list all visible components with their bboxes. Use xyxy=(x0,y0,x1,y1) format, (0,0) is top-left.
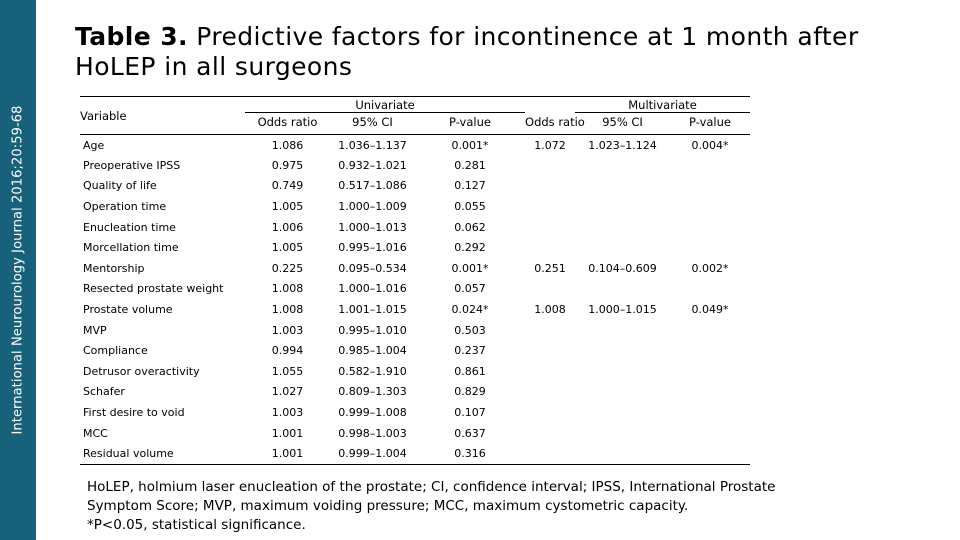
univariate-or-cell: 1.005 xyxy=(271,241,304,255)
table-footnote xyxy=(87,478,947,535)
univariate-p-cell: 0.316 xyxy=(454,446,486,460)
univariate-p-cell: 0.055 xyxy=(454,200,486,214)
table-row xyxy=(80,237,750,258)
univariate-p-cell: 0.001* xyxy=(451,261,489,275)
multivariate-or-cell xyxy=(525,320,575,341)
multivariate-or-cell xyxy=(525,443,575,464)
table-row xyxy=(80,279,750,300)
multivariate-p-cell xyxy=(670,443,750,464)
multivariate-ci-cell: 1.000–1.015 xyxy=(588,303,657,317)
univariate-p-cell: 0.861 xyxy=(454,364,486,378)
univariate-p-cell: 0.829 xyxy=(454,385,486,399)
multivariate-or-cell xyxy=(525,279,575,300)
variable-cell: Quality of life xyxy=(83,179,157,193)
multivariate-or-cell: 1.008 xyxy=(534,303,566,317)
multivariate-ci-cell xyxy=(575,279,670,300)
table-row xyxy=(80,423,750,444)
univariate-ci-cell: 0.999–1.008 xyxy=(338,406,407,420)
table-row xyxy=(80,176,750,197)
multivariate-p-cell xyxy=(670,320,750,341)
slide-title xyxy=(75,22,935,82)
univariate-p-header: P-value xyxy=(449,115,491,129)
multivariate-ci-cell xyxy=(575,176,670,197)
multivariate-or-cell xyxy=(525,402,575,423)
multivariate-p-cell: 0.049* xyxy=(691,303,729,317)
univariate-ci-cell: 0.995–1.010 xyxy=(338,323,407,337)
univariate-p-cell: 0.024* xyxy=(451,303,489,317)
multivariate-p-header: P-value xyxy=(689,115,731,129)
table-row xyxy=(80,382,750,403)
multivariate-ci-cell xyxy=(575,217,670,238)
multivariate-ci-cell xyxy=(575,361,670,382)
univariate-p-cell: 0.127 xyxy=(454,179,486,193)
table-row xyxy=(80,340,750,361)
multivariate-ci-cell xyxy=(575,443,670,464)
multivariate-or-cell xyxy=(525,176,575,197)
multivariate-p-cell xyxy=(670,361,750,382)
univariate-or-cell: 1.003 xyxy=(271,323,304,337)
variable-cell: Compliance xyxy=(83,344,148,358)
univariate-or-header: Odds ratio xyxy=(257,115,318,129)
univariate-ci-cell: 0.998–1.003 xyxy=(338,426,407,440)
predictive-factors-table xyxy=(80,96,750,465)
univariate-ci-cell: 1.000–1.009 xyxy=(338,200,407,214)
multivariate-p-cell xyxy=(670,340,750,361)
multivariate-ci-cell xyxy=(575,423,670,444)
univariate-ci-cell: 0.809–1.303 xyxy=(338,385,407,399)
multivariate-p-cell xyxy=(670,176,750,197)
variable-cell: Operation time xyxy=(83,200,167,214)
table-header-group-row xyxy=(80,97,750,113)
univariate-or-cell: 0.975 xyxy=(271,158,304,172)
univariate-or-cell: 0.749 xyxy=(271,179,304,193)
univariate-p-cell: 0.057 xyxy=(454,282,486,296)
multivariate-ci-cell xyxy=(575,382,670,403)
univariate-ci-cell: 0.932–1.021 xyxy=(338,158,407,172)
univariate-ci-cell: 1.000–1.013 xyxy=(338,220,407,234)
header-spacer xyxy=(525,97,575,113)
variable-cell: Mentorship xyxy=(83,261,145,275)
multivariate-p-cell: 0.004* xyxy=(691,138,729,152)
journal-sidebar xyxy=(0,0,36,540)
table-row xyxy=(80,299,750,320)
variable-cell: MVP xyxy=(83,323,107,337)
variable-cell: Residual volume xyxy=(83,446,174,460)
multivariate-ci-cell xyxy=(575,196,670,217)
variable-cell: Preoperative IPSS xyxy=(83,158,181,172)
univariate-or-cell: 1.086 xyxy=(271,138,304,152)
univariate-or-cell: 1.001 xyxy=(271,426,304,440)
multivariate-or-cell: 1.072 xyxy=(534,138,566,152)
univariate-p-cell: 0.292 xyxy=(454,241,486,255)
multivariate-ci-cell xyxy=(575,320,670,341)
variable-cell: Detrusor overactivity xyxy=(83,364,200,378)
multivariate-or-cell xyxy=(525,196,575,217)
univariate-or-cell: 1.008 xyxy=(271,303,304,317)
univariate-p-cell: 0.637 xyxy=(454,426,486,440)
variable-cell: Morcellation time xyxy=(83,241,179,255)
univariate-p-cell: 0.062 xyxy=(454,220,486,234)
univariate-p-cell: 0.001* xyxy=(451,138,489,152)
univariate-or-cell: 0.994 xyxy=(271,344,304,358)
multivariate-ci-cell xyxy=(575,340,670,361)
multivariate-or-cell: 0.251 xyxy=(534,261,566,275)
multivariate-p-cell xyxy=(670,217,750,238)
table-row xyxy=(80,196,750,217)
table-row xyxy=(80,320,750,341)
footnote-line: *P<0.05, statistical significance. xyxy=(87,517,306,533)
univariate-or-cell: 1.003 xyxy=(271,406,304,420)
multivariate-ci-cell xyxy=(575,237,670,258)
multivariate-header: Multivariate xyxy=(575,97,750,113)
variable-cell: Resected prostate weight xyxy=(83,282,224,296)
univariate-ci-header: 95% CI xyxy=(352,115,393,129)
variable-cell: Age xyxy=(83,138,105,152)
univariate-p-cell: 0.281 xyxy=(454,158,486,172)
univariate-or-cell: 1.006 xyxy=(271,220,304,234)
table-row xyxy=(80,443,750,464)
univariate-ci-cell: 0.995–1.016 xyxy=(338,241,407,255)
univariate-ci-cell: 1.000–1.016 xyxy=(338,282,407,296)
univariate-p-cell: 0.503 xyxy=(454,323,486,337)
univariate-or-cell: 1.001 xyxy=(271,446,304,460)
multivariate-ci-cell: 0.104–0.609 xyxy=(588,261,657,275)
table-row xyxy=(80,258,750,279)
univariate-ci-cell: 0.999–1.004 xyxy=(338,446,407,460)
table-row xyxy=(80,402,750,423)
variable-cell: First desire to void xyxy=(83,406,185,420)
table-caption: Predictive factors for incontinence at 1 month after HoLEP in all surgeons xyxy=(75,22,859,81)
univariate-p-cell: 0.107 xyxy=(454,406,486,420)
multivariate-p-cell: 0.002* xyxy=(691,261,729,275)
multivariate-p-cell xyxy=(670,402,750,423)
univariate-or-cell: 1.027 xyxy=(271,385,304,399)
multivariate-or-cell xyxy=(525,155,575,176)
multivariate-or-header: Odds ratio xyxy=(525,114,585,129)
multivariate-or-cell xyxy=(525,382,575,403)
variable-cell: Schafer xyxy=(83,385,125,399)
variable-column-header: Variable xyxy=(80,108,127,123)
multivariate-p-cell xyxy=(670,382,750,403)
table-label: Table 3. xyxy=(75,22,188,51)
multivariate-ci-header: 95% CI xyxy=(602,115,643,129)
multivariate-or-cell xyxy=(525,340,575,361)
multivariate-or-cell xyxy=(525,361,575,382)
univariate-or-cell: 1.055 xyxy=(271,364,304,378)
journal-citation: International Neurourology Journal 2016;20:59-68 xyxy=(10,105,26,435)
multivariate-p-cell xyxy=(670,423,750,444)
table-body xyxy=(80,135,750,465)
table-row xyxy=(80,155,750,176)
univariate-ci-cell: 0.095–0.534 xyxy=(338,261,407,275)
univariate-ci-cell: 0.985–1.004 xyxy=(338,344,407,358)
table-row xyxy=(80,135,750,156)
variable-cell: Enucleation time xyxy=(83,220,176,234)
univariate-or-cell: 0.225 xyxy=(271,261,304,275)
footnote-line: HoLEP, holmium laser enucleation of the prostate; CI, confidence interval; IPSS, International Prostate xyxy=(87,479,776,495)
univariate-ci-cell: 1.036–1.137 xyxy=(338,138,407,152)
multivariate-or-cell xyxy=(525,237,575,258)
univariate-ci-cell: 1.001–1.015 xyxy=(338,303,407,317)
variable-cell: MCC xyxy=(83,426,108,440)
univariate-p-cell: 0.237 xyxy=(454,344,486,358)
univariate-ci-cell: 0.582–1.910 xyxy=(338,364,407,378)
multivariate-or-cell xyxy=(525,217,575,238)
multivariate-ci-cell xyxy=(575,402,670,423)
multivariate-p-cell xyxy=(670,155,750,176)
univariate-or-cell: 1.008 xyxy=(271,282,304,296)
univariate-header: Univariate xyxy=(245,97,525,113)
multivariate-or-cell xyxy=(525,423,575,444)
univariate-or-cell: 1.005 xyxy=(271,200,304,214)
footnote-line: Symptom Score; MVP, maximum voiding pressure; MCC, maximum cystometric capacity. xyxy=(87,498,689,514)
multivariate-p-cell xyxy=(670,279,750,300)
multivariate-p-cell xyxy=(670,237,750,258)
univariate-ci-cell: 0.517–1.086 xyxy=(338,179,407,193)
multivariate-ci-cell xyxy=(575,155,670,176)
table-row xyxy=(80,361,750,382)
multivariate-p-cell xyxy=(670,196,750,217)
multivariate-ci-cell: 1.023–1.124 xyxy=(588,138,657,152)
variable-cell: Prostate volume xyxy=(83,303,173,317)
table-row xyxy=(80,217,750,238)
